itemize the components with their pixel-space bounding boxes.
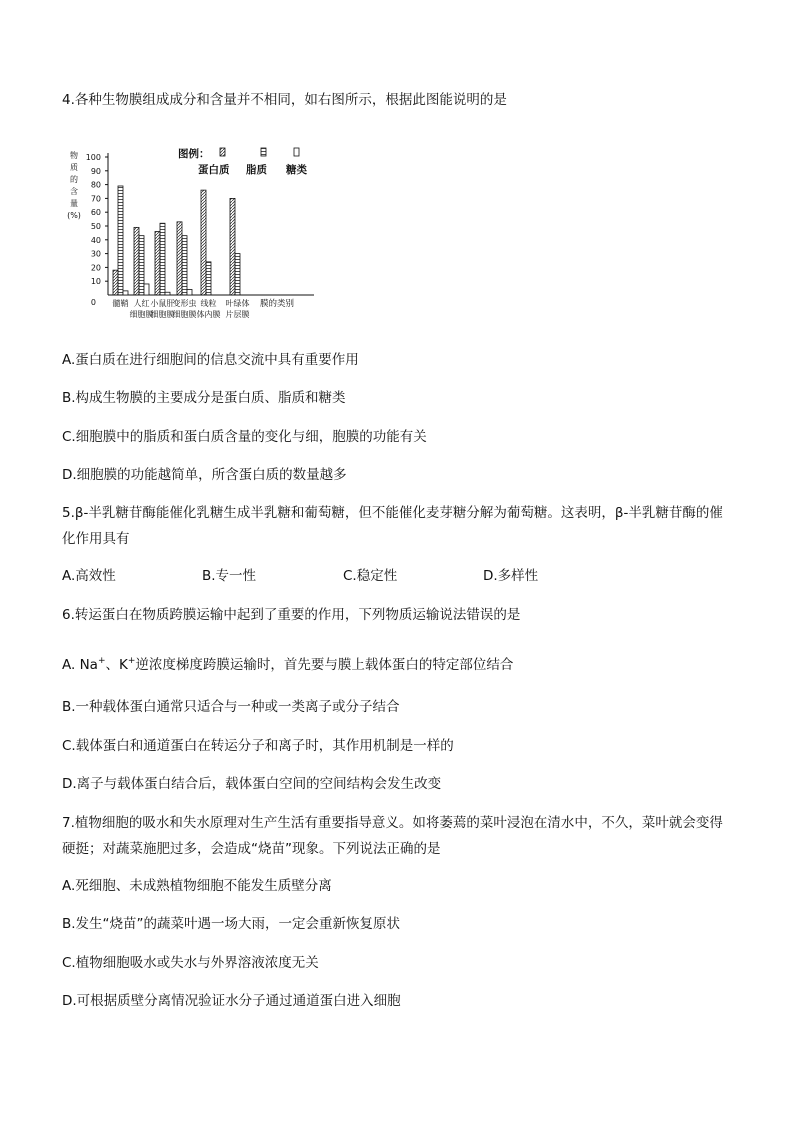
q5-option-b: B.专一性 bbox=[202, 568, 257, 584]
y-label-char: 量 bbox=[70, 199, 78, 208]
bar-蛋白质 bbox=[155, 232, 160, 295]
q4-option-b: B.构成生物膜的主要成分是蛋白质、脂质和糖类 bbox=[62, 390, 346, 406]
bar-糖类 bbox=[144, 284, 149, 295]
y-tick-label: 30 bbox=[90, 249, 101, 259]
q6-option-a bbox=[62, 651, 513, 675]
bar-糖类 bbox=[165, 292, 170, 295]
y-tick-label: 100 bbox=[85, 153, 101, 162]
y-label-char: 质 bbox=[70, 163, 78, 172]
bar-脂质 bbox=[206, 262, 211, 295]
q4-option-a: A.蛋白质在进行细胞间的信息交流中具有重要作用 bbox=[62, 352, 359, 368]
y-tick-label: 90 bbox=[90, 166, 101, 176]
y-tick-label: 60 bbox=[90, 208, 101, 218]
q4-option-d: D.细胞膜的功能越简单，所含蛋白质的数量越多 bbox=[62, 467, 347, 483]
x-category-label: 叶绿体 bbox=[225, 299, 250, 308]
legend-swatch bbox=[220, 148, 225, 156]
bar-蛋白质 bbox=[177, 222, 182, 295]
plus-superscript: + bbox=[97, 656, 106, 666]
y-tick-label: 40 bbox=[90, 235, 101, 245]
bar-脂质 bbox=[235, 254, 240, 295]
y-tick-label: 50 bbox=[90, 222, 101, 231]
legend-label: 脂质 bbox=[246, 164, 267, 176]
q6-option-a-mid: 、K bbox=[105, 657, 128, 673]
plus-superscript: + bbox=[127, 656, 136, 666]
q6-option-a-prefix: A. Na bbox=[62, 657, 98, 673]
y-axis-label bbox=[67, 150, 81, 220]
q6-stem: 6.转运蛋白在物质跨膜运输中起到了重要的作用，下列物质运输说法错误的是 bbox=[62, 607, 521, 623]
q7-option-a: A.死细胞、未成熟植物细胞不能发生质壁分离 bbox=[62, 878, 332, 894]
y-tick-label: 10 bbox=[90, 277, 101, 287]
bar-脂质 bbox=[182, 236, 187, 295]
legend-label: 蛋白质 bbox=[198, 164, 230, 176]
y-tick-label: 0 bbox=[90, 298, 96, 307]
q5-option-a: A.高效性 bbox=[62, 568, 116, 584]
y-tick-label: 20 bbox=[90, 263, 101, 273]
y-tick-label: 80 bbox=[90, 180, 101, 190]
bar-蛋白质 bbox=[113, 270, 118, 295]
q6-option-d: D.离子与载体蛋白结合后，载体蛋白空间的空间结构会发生改变 bbox=[62, 776, 442, 792]
legend-swatch bbox=[261, 148, 266, 156]
bar-糖类 bbox=[123, 291, 128, 295]
q5-option-d: D.多样性 bbox=[483, 568, 539, 584]
x-category-label: 体内膜 bbox=[196, 310, 221, 319]
q4-option-c: C.细胞膜中的脂质和蛋白质含量的变化与细，胞膜的功能有关 bbox=[62, 429, 427, 445]
x-category-label: 片层膜 bbox=[225, 310, 250, 319]
x-category-label: 髓鞘 bbox=[112, 299, 129, 308]
q7-option-b: B.发生“烧苗”的蔬菜叶遇一场大雨，一定会重新恢复原状 bbox=[62, 916, 401, 932]
x-axis-categories bbox=[113, 298, 250, 319]
x-category-label: 人红 bbox=[133, 299, 150, 308]
x-category-label: 细胞膜 bbox=[172, 310, 197, 319]
bar-脂质 bbox=[118, 186, 123, 295]
q6-option-a-rest: 逆浓度梯度跨膜运输时，首先要与膜上载体蛋白的特定部位结合 bbox=[135, 657, 514, 673]
bar-蛋白质 bbox=[201, 190, 206, 295]
q4-stem: 4.各种生物膜组成成分和含量并不相同，如右图所示，根据此图能说明的是 bbox=[62, 92, 507, 108]
x-category-label: 小鼠肝 bbox=[150, 299, 175, 308]
q7-option-c: C.植物细胞吸水或失水与外界溶液浓度无关 bbox=[62, 955, 319, 971]
q5-stem: 5.β-半乳糖苷酶能催化乳糖生成半乳糖和葡萄糖，但不能催化麦芽糖分解为葡萄糖。这表明，β-半乳糖苷酶的催化作用具有 bbox=[62, 505, 723, 547]
q5-option-c: C.稳定性 bbox=[343, 568, 398, 584]
x-category-label: 细胞膜 bbox=[129, 310, 154, 319]
legend-swatch bbox=[294, 148, 299, 156]
x-category-label: 变形虫 bbox=[172, 299, 197, 308]
bar-脂质 bbox=[139, 236, 144, 295]
legend-label: 糖类 bbox=[286, 164, 307, 176]
y-tick-label: 70 bbox=[90, 194, 101, 204]
chart-bars bbox=[113, 186, 240, 295]
q6-option-c: C.载体蛋白和通道蛋白在转运分子和离子时，其作用机制是一样的 bbox=[62, 738, 454, 754]
y-label-char: 含 bbox=[70, 187, 78, 196]
chart-legend bbox=[178, 147, 307, 176]
y-axis-ticks bbox=[86, 153, 108, 307]
q7-option-d: D.可根据质壁分离情况验证水分子通过通道蛋白进入细胞 bbox=[62, 993, 401, 1009]
y-label-char: 物 bbox=[70, 151, 78, 160]
x-category-label: 线粒 bbox=[200, 299, 217, 308]
bar-蛋白质 bbox=[230, 198, 235, 295]
x-category-label: 细胞膜 bbox=[150, 310, 175, 319]
legend-title: 图例： bbox=[178, 148, 210, 160]
bar-糖类 bbox=[187, 289, 192, 295]
q6-option-b: B.一种载体蛋白通常只适合与一种或一类离子或分子结合 bbox=[62, 699, 400, 715]
bar-蛋白质 bbox=[134, 227, 139, 295]
y-label-char: 的 bbox=[70, 175, 78, 184]
bar-脂质 bbox=[160, 223, 165, 295]
membrane-composition-chart bbox=[58, 138, 320, 322]
q7-stem: 7.植物细胞的吸水和失水原理对生产生活有重要指导意义。如将萎蔫的菜叶浸泡在清水中，不久，菜叶就会变得硬挺；对蔬菜施肥过多，会造成“烧苗”现象。下列说法正确的是 bbox=[62, 815, 723, 857]
x-axis-label: 膜的类别 bbox=[260, 299, 295, 309]
y-label-char: (%) bbox=[67, 211, 81, 220]
